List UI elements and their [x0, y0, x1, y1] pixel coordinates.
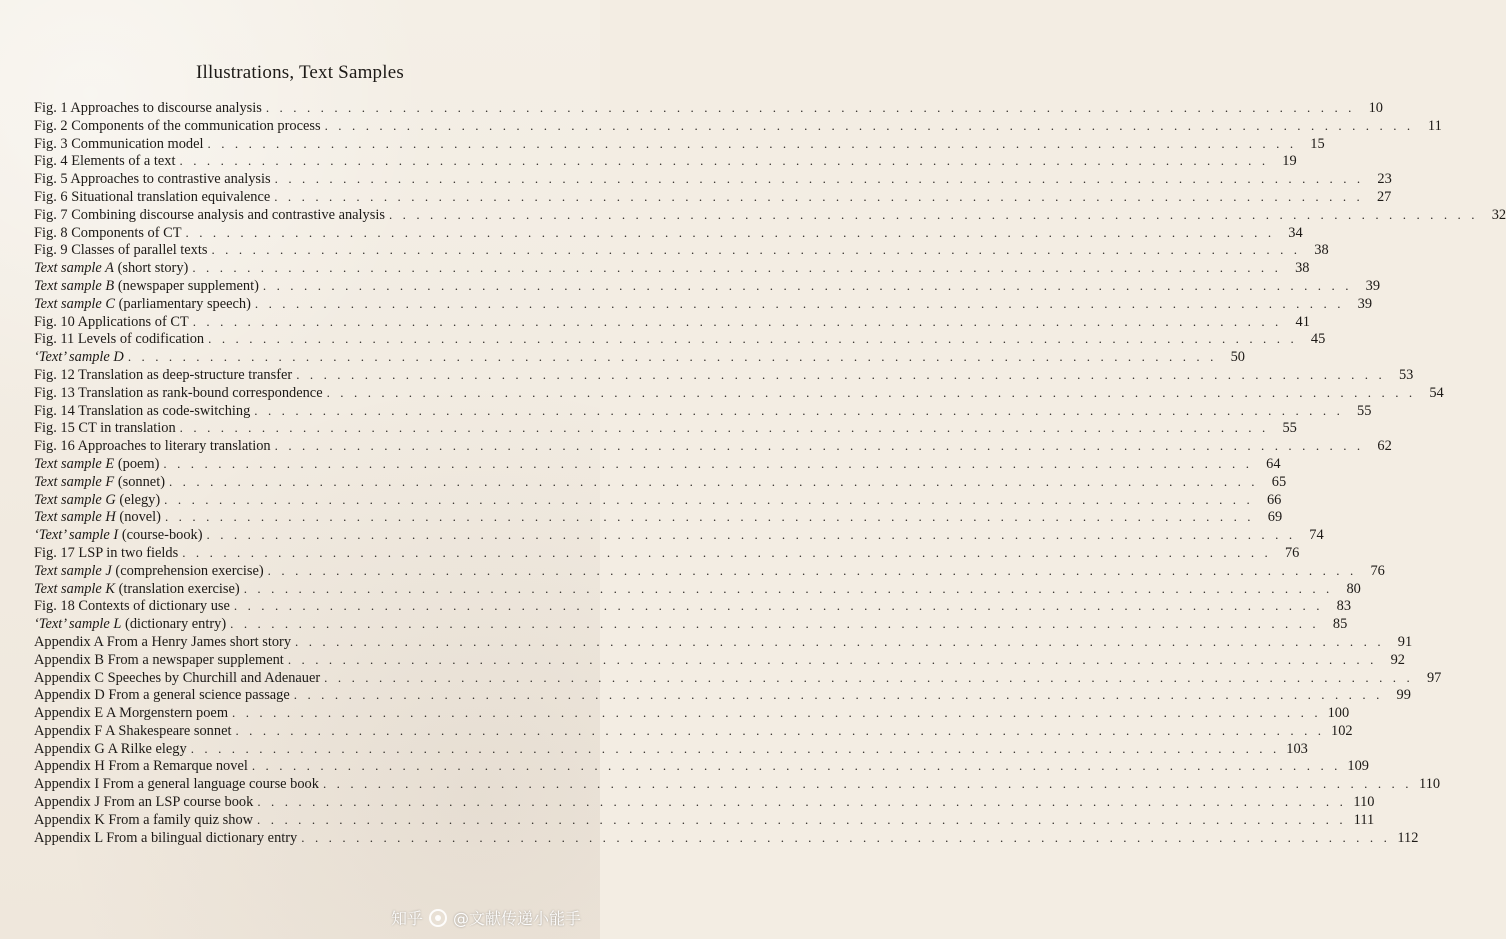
entry-text: Classes of parallel texts — [71, 242, 208, 259]
illustrations-list — [34, 100, 1506, 847]
toc-entry — [34, 242, 1329, 260]
entry-label — [34, 296, 255, 314]
entry-label — [34, 616, 230, 634]
entry-prefix: Appendix E — [34, 705, 104, 722]
entry-text: Levels of codification — [77, 331, 205, 348]
entry-page-number: 62 — [1377, 438, 1392, 455]
entry-prefix: Fig. 6 — [34, 188, 68, 205]
entry-text: Applications of CT — [77, 313, 189, 330]
entry-label — [34, 581, 244, 599]
entry-page-number: 83 — [1336, 598, 1352, 615]
dot-leader: . . . . . . . . . . . . . . . . . . . . . . . . . . . . . . . . . . . . . . . . . . . . . . . . . . . . . . . . . . . . . . . . . . . . . . . . . . . . . . . . — [295, 633, 1385, 649]
toc-entry — [34, 206, 1506, 225]
dot-leader: . . . . . . . . . . . . . . . . . . . . . . . . . . . . . . . . . . . . . . . . . . . . . . . . . . . . . . . . . . . . . . . . . . . . . . . . . . . . . . . . — [324, 669, 1414, 685]
entry-label — [34, 830, 301, 848]
entry-label — [34, 314, 193, 332]
entry-label — [34, 225, 186, 243]
entry-prefix: Fig. 13 — [34, 384, 75, 401]
dot-leader: . . . . . . . . . . . . . . . . . . . . . . . . . . . . . . . . . . . . . . . . . . . . . . . . . . . . . . . . . . . . . . . . . . . . . . . . . . . . . . . . — [257, 794, 1347, 810]
entry-text: From a newspaper supplement — [107, 651, 284, 668]
toc-entry — [34, 438, 1392, 456]
entry-prefix: Fig. 12 — [34, 366, 75, 383]
entry-text: (dictionary entry) — [125, 616, 227, 633]
dot-leader: . . . . . . . . . . . . . . . . . . . . . . . . . . . . . . . . . . . . . . . . . . . . . . . . . . . . . . . . . . . . . . . . . . . . . . . . . . . . . . . . — [179, 153, 1269, 169]
entry-page-number: 19 — [1282, 153, 1297, 170]
entry-page-number: 39 — [1365, 277, 1381, 294]
entry-label — [34, 509, 165, 527]
entry-label — [34, 812, 257, 830]
entry-text: (sonnet) — [117, 473, 165, 490]
toc-entry — [34, 420, 1297, 438]
toc-entry — [34, 171, 1392, 189]
entry-page-number: 66 — [1266, 491, 1282, 508]
entry-prefix: Fig. 10 — [34, 313, 75, 330]
entry-text: From a Remarque novel — [108, 758, 248, 775]
entry-prefix: Text sample J — [34, 562, 112, 579]
entry-prefix: Fig. 17 — [34, 544, 75, 561]
toc-entry — [34, 794, 1375, 812]
entry-prefix: Text sample F — [34, 473, 115, 490]
entry-label — [34, 207, 389, 225]
entry-label — [34, 741, 191, 759]
entry-text: LSP in two fields — [78, 544, 179, 561]
entry-text: (novel) — [119, 509, 161, 526]
entry-label — [34, 492, 164, 510]
entry-prefix: Text sample C — [34, 295, 116, 312]
entry-label — [34, 420, 180, 438]
entry-label — [34, 153, 180, 171]
entry-text: Situational translation equivalence — [71, 188, 271, 205]
entry-text: Translation as rank-bound correspondence — [78, 384, 323, 401]
entry-prefix: Text sample E — [34, 455, 115, 472]
entry-page-number: 55 — [1282, 420, 1297, 437]
entry-prefix: Fig. 3 — [34, 135, 68, 152]
toc-entry — [34, 651, 1405, 670]
entry-label — [34, 670, 324, 688]
entry-prefix: Appendix H — [34, 758, 105, 775]
entry-text: From a general science passage — [108, 687, 290, 704]
toc-entry — [34, 562, 1385, 581]
entry-prefix: Fig. 14 — [34, 402, 75, 419]
entry-page-number: 74 — [1309, 527, 1324, 544]
toc-entry — [34, 829, 1419, 848]
toc-entry — [34, 758, 1369, 776]
entry-page-number: 38 — [1314, 242, 1329, 259]
dot-leader: . . . . . . . . . . . . . . . . . . . . . . . . . . . . . . . . . . . . . . . . . . . . . . . . . . . . . . . . . . . . . . . . . . . . . . . . . . . . . . . . — [251, 758, 1341, 774]
entry-text: From a family quiz show — [108, 811, 254, 828]
entry-text: (poem) — [117, 455, 160, 472]
toc-entry — [34, 384, 1444, 403]
dot-leader: . . . . . . . . . . . . . . . . . . . . . . . . . . . . . . . . . . . . . . . . . . . . . . . . . . . . . . . . . . . . . . . . . . . . . . . . . . . . . . . . — [274, 188, 1364, 204]
entry-text: CT in translation — [78, 420, 176, 437]
toc-entry — [34, 135, 1325, 154]
entry-page-number: 69 — [1267, 509, 1283, 526]
entry-text: A Morgenstern poem — [105, 705, 229, 722]
entry-text: Components of CT — [71, 224, 182, 241]
entry-label — [34, 403, 254, 421]
dot-leader: . . . . . . . . . . . . . . . . . . . . . . . . . . . . . . . . . . . . . . . . . . . . . . . . . . . . . . . . . . . . . . . . . . . . . . . . . . . . . . . . — [254, 402, 1344, 418]
toc-entry — [34, 598, 1352, 616]
entry-page-number: 110 — [1419, 776, 1441, 793]
dot-leader: . . . . . . . . . . . . . . . . . . . . . . . . . . . . . . . . . . . . . . . . . . . . . . . . . . . . . . . . . . . . . . . . . . . . . . . . . . . . . . . . — [243, 580, 1333, 596]
entry-prefix: Appendix J — [34, 794, 100, 811]
entry-prefix: Fig. 7 — [34, 206, 68, 223]
entry-text: (course-book) — [121, 527, 203, 544]
entry-text: From a general language course book — [102, 776, 319, 793]
entry-prefix: Text sample A — [34, 260, 114, 277]
entry-prefix: Appendix D — [34, 687, 105, 704]
entry-prefix: ‘Text’ sample I — [34, 527, 119, 544]
toc-entry — [34, 277, 1381, 296]
dot-leader: . . . . . . . . . . . . . . . . . . . . . . . . . . . . . . . . . . . . . . . . . . . . . . . . . . . . . . . . . . . . . . . . . . . . . . . . . . . . . . . . — [262, 277, 1353, 293]
entry-prefix: Fig. 18 — [34, 598, 75, 615]
entry-label — [34, 278, 263, 296]
dot-leader: . . . . . . . . . . . . . . . . . . . . . . . . . . . . . . . . . . . . . . . . . . . . . . . . . . . . . . . . . . . . . . . . . . . . . . . . . . . . . . . . — [230, 616, 1320, 632]
dot-leader: . . . . . . . . . . . . . . . . . . . . . . . . . . . . . . . . . . . . . . . . . . . . . . . . . . . . . . . . . . . . . . . . . . . . . . . . . . . . . . . . — [182, 544, 1272, 560]
entry-page-number: 85 — [1332, 616, 1348, 633]
dot-leader: . . . . . . . . . . . . . . . . . . . . . . . . . . . . . . . . . . . . . . . . . . . . . . . . . . . . . . . . . . . . . . . . . . . . . . . . . . . . . . . . — [168, 473, 1259, 489]
entry-page-number: 102 — [1331, 722, 1353, 739]
entry-page-number: 92 — [1390, 651, 1405, 668]
entry-page-number: 32 — [1491, 206, 1506, 223]
entry-page-number: 65 — [1271, 473, 1287, 490]
entry-prefix: Fig. 2 — [34, 117, 68, 134]
toc-entry — [34, 527, 1324, 545]
entry-text: (short story) — [117, 260, 189, 277]
entry-text: Elements of a text — [71, 153, 176, 170]
entry-page-number: 23 — [1377, 171, 1392, 188]
entry-label — [34, 705, 232, 723]
entry-label — [34, 242, 211, 260]
entry-prefix: Fig. 16 — [34, 438, 75, 455]
entry-label — [34, 687, 294, 705]
entry-label — [34, 260, 192, 278]
toc-entry — [34, 544, 1300, 563]
entry-label — [34, 794, 257, 812]
toc-entry — [34, 473, 1287, 492]
entry-page-number: 76 — [1370, 562, 1385, 579]
dot-leader: . . . . . . . . . . . . . . . . . . . . . . . . . . . . . . . . . . . . . . . . . . . . . . . . . . . . . . . . . . . . . . . . . . . . . . . . . . . . . . . . — [322, 776, 1413, 792]
entry-label — [34, 598, 234, 616]
entry-page-number: 103 — [1286, 740, 1308, 757]
entry-text: A Rilke elegy — [107, 740, 187, 757]
entry-text: Translation as deep-structure transfer — [78, 366, 293, 383]
watermark — [391, 906, 581, 929]
entry-page-number: 38 — [1295, 260, 1310, 277]
dot-leader: . . . . . . . . . . . . . . . . . . . . . . . . . . . . . . . . . . . . . . . . . . . . . . . . . . . . . . . . . . . . . . . . . . . . . . . . . . . . . . . . — [192, 260, 1282, 276]
entry-page-number: 97 — [1426, 669, 1442, 686]
dot-leader: . . . . . . . . . . . . . . . . . . . . . . . . . . . . . . . . . . . . . . . . . . . . . . . . . . . . . . . . . . . . . . . . . . . . . . . . . . . . . . . . — [163, 455, 1253, 471]
entry-text: (elegy) — [119, 491, 161, 508]
dot-leader: . . . . . . . . . . . . . . . . . . . . . . . . . . . . . . . . . . . . . . . . . . . . . . . . . . . . . . . . . . . . . . . . . . . . . . . . . . . . . . . . — [287, 651, 1377, 667]
dot-leader: . . . . . . . . . . . . . . . . . . . . . . . . . . . . . . . . . . . . . . . . . . . . . . . . . . . . . . . . . . . . . . . . . . . . . . . . . . . . . . . . — [274, 171, 1364, 187]
toc-entry — [34, 509, 1283, 527]
toc-entry — [34, 224, 1303, 243]
dot-leader: . . . . . . . . . . . . . . . . . . . . . . . . . . . . . . . . . . . . . . . . . . . . . . . . . . . . . . . . . . . . . . . . . . . . . . . . . . . . . . . . — [257, 811, 1347, 827]
entry-label — [34, 349, 128, 367]
toc-entry — [34, 402, 1372, 421]
toc-entry — [34, 295, 1373, 314]
toc-entry — [34, 705, 1350, 723]
entry-page-number: 45 — [1310, 331, 1326, 348]
toc-entry — [34, 366, 1414, 385]
dot-leader: . . . . . . . . . . . . . . . . . . . . . . . . . . . . . . . . . . . . . . . . . . . . . . . . . . . . . . . . . . . . . . . . . . . . . . . . . . . . . . . . — [232, 705, 1322, 721]
entry-prefix: Text sample K — [34, 580, 116, 597]
toc-entry — [34, 100, 1383, 118]
dot-leader: . . . . . . . . . . . . . . . . . . . . . . . . . . . . . . . . . . . . . . . . . . . . . . . . . . . . . . . . . . . . . . . . . . . . . . . . . . . . . . . . — [267, 562, 1357, 578]
entry-prefix: Fig. 5 — [34, 171, 68, 188]
toc-entry — [34, 491, 1282, 510]
entry-page-number: 54 — [1429, 384, 1444, 401]
entry-page-number: 50 — [1230, 349, 1245, 366]
entry-prefix: Appendix G — [34, 740, 105, 757]
dot-leader: . . . . . . . . . . . . . . . . . . . . . . . . . . . . . . . . . . . . . . . . . . . . . . . . . . . . . . . . . . . . . . . . . . . . . . . . . . . . . . . . — [190, 740, 1280, 756]
entry-text: From a bilingual dictionary entry — [106, 829, 298, 846]
entry-label — [34, 100, 266, 118]
toc-entry — [34, 722, 1353, 741]
entry-label — [34, 118, 325, 136]
entry-label — [34, 527, 207, 545]
entry-text: Speeches by Churchill and Adenauer — [107, 669, 321, 686]
dot-leader: . . . . . . . . . . . . . . . . . . . . . . . . . . . . . . . . . . . . . . . . . . . . . . . . . . . . . . . . . . . . . . . . . . . . . . . . . . . . . . . . — [235, 722, 1325, 738]
entry-text: Approaches to contrastive analysis — [70, 171, 271, 188]
entry-page-number: 64 — [1266, 455, 1281, 472]
toc-entry — [34, 633, 1413, 652]
entry-label — [34, 776, 323, 794]
entry-page-number: 55 — [1357, 402, 1372, 419]
entry-label — [34, 171, 275, 189]
dot-leader: . . . . . . . . . . . . . . . . . . . . . . . . . . . . . . . . . . . . . . . . . . . . . . . . . . . . . . . . . . . . . . . . . . . . . . . . . . . . . . . . — [127, 349, 1217, 365]
dot-leader: . . . . . . . . . . . . . . . . . . . . . . . . . . . . . . . . . . . . . . . . . . . . . . . . . . . . . . . . . . . . . . . . . . . . . . . . . . . . . . . . — [164, 491, 1254, 507]
entry-prefix: ‘Text’ sample L — [34, 616, 122, 633]
dot-leader: . . . . . . . . . . . . . . . . . . . . . . . . . . . . . . . . . . . . . . . . . . . . . . . . . . . . . . . . . . . . . . . . . . . . . . . . . . . . . . . . — [301, 829, 1391, 845]
entry-text: (parliamentary speech) — [118, 295, 251, 312]
entry-label — [34, 385, 327, 403]
entry-page-number: 34 — [1288, 224, 1303, 241]
entry-text: Combining discourse analysis and contrastive analysis — [71, 206, 385, 223]
dot-leader: . . . . . . . . . . . . . . . . . . . . . . . . . . . . . . . . . . . . . . . . . . . . . . . . . . . . . . . . . . . . . . . . . . . . . . . . . . . . . . . . — [233, 598, 1324, 614]
entry-page-number: 80 — [1346, 580, 1361, 597]
toc-entry — [34, 616, 1348, 634]
toc-entry — [34, 313, 1310, 332]
entry-page-number: 110 — [1353, 794, 1375, 811]
dot-leader: . . . . . . . . . . . . . . . . . . . . . . . . . . . . . . . . . . . . . . . . . . . . . . . . . . . . . . . . . . . . . . . . . . . . . . . . . . . . . . . . — [326, 384, 1416, 400]
entry-prefix: Appendix C — [34, 669, 104, 686]
toc-entry — [34, 153, 1297, 171]
entry-page-number: 112 — [1397, 829, 1419, 846]
entry-page-number: 10 — [1368, 100, 1383, 116]
entry-label — [34, 758, 252, 776]
entry-prefix: Appendix F — [34, 722, 103, 739]
entry-prefix: Appendix K — [34, 811, 105, 828]
entry-prefix: Text sample H — [34, 509, 116, 526]
page-title: Illustrations, Text Samples — [196, 62, 404, 83]
entry-text: From a Henry James short story — [106, 633, 292, 650]
entry-prefix: Fig. 1 — [34, 100, 68, 116]
dot-leader: . . . . . . . . . . . . . . . . . . . . . . . . . . . . . . . . . . . . . . . . . . . . . . . . . . . . . . . . . . . . . . . . . . . . . . . . . . . . . . . . — [324, 117, 1414, 133]
entry-page-number: 109 — [1347, 758, 1369, 775]
entry-prefix: Appendix A — [34, 633, 104, 650]
toc-entry — [34, 260, 1310, 278]
toc-entry — [34, 669, 1442, 688]
toc-entry — [34, 580, 1361, 599]
entry-text: Contexts of dictionary use — [78, 598, 230, 615]
entry-text: Communication model — [71, 135, 204, 152]
entry-prefix: Appendix L — [34, 829, 103, 846]
entry-prefix: Fig. 15 — [34, 420, 75, 437]
entry-label — [34, 723, 235, 741]
entry-text: (newspaper supplement) — [117, 277, 259, 294]
entry-prefix: Fig. 8 — [34, 224, 68, 241]
toc-entry — [34, 188, 1392, 207]
toc-entry — [34, 331, 1326, 349]
watermark-handle: @文献传递小能手 — [452, 909, 581, 928]
dot-leader: . . . . . . . . . . . . . . . . . . . . . . . . . . . . . . . . . . . . . . . . . . . . . . . . . . . . . . . . . . . . . . . . . . . . . . . . . . . . . . . . — [185, 224, 1275, 240]
watermark-divider-icon — [429, 909, 447, 927]
entry-page-number: 111 — [1353, 811, 1375, 828]
entry-text: (translation exercise) — [118, 580, 240, 597]
entry-page-number: 41 — [1295, 313, 1310, 330]
entry-text: (comprehension exercise) — [115, 562, 264, 579]
dot-leader: . . . . . . . . . . . . . . . . . . . . . . . . . . . . . . . . . . . . . . . . . . . . . . . . . . . . . . . . . . . . . . . . . . . . . . . . . . . . . . . . — [274, 438, 1364, 454]
dot-leader: . . . . . . . . . . . . . . . . . . . . . . . . . . . . . . . . . . . . . . . . . . . . . . . . . . . . . . . . . . . . . . . . . . . . . . . . . . . . . . . . — [179, 420, 1269, 436]
entry-text: Approaches to discourse analysis — [70, 100, 262, 116]
toc-entry — [34, 740, 1308, 759]
toc-entry — [34, 776, 1441, 794]
entry-label — [34, 438, 275, 456]
entry-label — [34, 563, 268, 581]
entry-label — [34, 136, 208, 154]
entry-label — [34, 189, 274, 207]
entry-prefix: Appendix I — [34, 776, 100, 793]
dot-leader: . . . . . . . . . . . . . . . . . . . . . . . . . . . . . . . . . . . . . . . . . . . . . . . . . . . . . . . . . . . . . . . . . . . . . . . . . . . . . . . . — [164, 509, 1255, 525]
toc-entry — [34, 811, 1375, 830]
entry-prefix: Fig. 9 — [34, 242, 68, 259]
entry-label — [34, 634, 295, 652]
entry-page-number: 91 — [1397, 633, 1413, 650]
entry-text: A Shakespeare sonnet — [105, 722, 232, 739]
entry-label — [34, 456, 163, 474]
dot-leader: . . . . . . . . . . . . . . . . . . . . . . . . . . . . . . . . . . . . . . . . . . . . . . . . . . . . . . . . . . . . . . . . . . . . . . . . . . . . . . . . — [293, 687, 1383, 703]
entry-prefix: Text sample B — [34, 277, 115, 294]
entry-page-number: 11 — [1427, 117, 1442, 134]
entry-prefix: Appendix B — [34, 651, 104, 668]
dot-leader: . . . . . . . . . . . . . . . . . . . . . . . . . . . . . . . . . . . . . . . . . . . . . . . . . . . . . . . . . . . . . . . . . . . . . . . . . . . . . . . . — [254, 295, 1345, 311]
dot-leader: . . . . . . . . . . . . . . . . . . . . . . . . . . . . . . . . . . . . . . . . . . . . . . . . . . . . . . . . . . . . . . . . . . . . . . . . . . . . . . . . — [192, 313, 1282, 329]
entry-label — [34, 367, 296, 385]
watermark-platform: 知乎 — [390, 909, 423, 928]
entry-label — [34, 652, 288, 670]
dot-leader: . . . . . . . . . . . . . . . . . . . . . . . . . . . . . . . . . . . . . . . . . . . . . . . . . . . . . . . . . . . . . . . . . . . . . . . . . . . . . . . . — [207, 135, 1297, 151]
dot-leader: . . . . . . . . . . . . . . . . . . . . . . . . . . . . . . . . . . . . . . . . . . . . . . . . . . . . . . . . . . . . . . . . . . . . . . . . . . . . . . . . — [208, 331, 1298, 347]
entry-text: Components of the communication process — [71, 117, 321, 134]
entry-prefix: Text sample G — [34, 491, 116, 508]
entry-label — [34, 474, 169, 492]
entry-page-number: 27 — [1376, 188, 1392, 205]
entry-page-number: 99 — [1396, 687, 1411, 704]
dot-leader: . . . . . . . . . . . . . . . . . . . . . . . . . . . . . . . . . . . . . . . . . . . . . . . . . . . . . . . . . . . . . . . . . . . . . . . . . . . . . . . . — [265, 100, 1355, 115]
entry-text: From an LSP course book — [103, 794, 254, 811]
entry-prefix: Fig. 11 — [34, 331, 75, 348]
entry-page-number: 39 — [1357, 295, 1373, 312]
dot-leader: . . . . . . . . . . . . . . . . . . . . . . . . . . . . . . . . . . . . . . . . . . . . . . . . . . . . . . . . . . . . . . . . . . . . . . . . . . . . . . . . — [388, 206, 1479, 222]
entry-prefix: Fig. 4 — [34, 153, 68, 170]
entry-text: Approaches to literary translation — [77, 438, 271, 455]
dot-leader: . . . . . . . . . . . . . . . . . . . . . . . . . . . . . . . . . . . . . . . . . . . . . . . . . . . . . . . . . . . . . . . . . . . . . . . . . . . . . . . . — [206, 527, 1296, 543]
dot-leader: . . . . . . . . . . . . . . . . . . . . . . . . . . . . . . . . . . . . . . . . . . . . . . . . . . . . . . . . . . . . . . . . . . . . . . . . . . . . . . . . — [296, 366, 1386, 382]
entry-text: Translation as code-switching — [78, 402, 251, 419]
entry-page-number: 53 — [1398, 366, 1414, 383]
entry-page-number: 100 — [1327, 705, 1350, 722]
toc-entry — [34, 349, 1245, 367]
toc-entry — [34, 687, 1411, 705]
entry-page-number: 76 — [1284, 544, 1300, 561]
entry-label — [34, 331, 208, 349]
dot-leader: . . . . . . . . . . . . . . . . . . . . . . . . . . . . . . . . . . . . . . . . . . . . . . . . . . . . . . . . . . . . . . . . . . . . . . . . . . . . . . . . — [211, 242, 1301, 258]
entry-label — [34, 545, 182, 563]
toc-entry — [34, 455, 1281, 474]
entry-page-number: 15 — [1310, 135, 1325, 152]
toc-entry — [34, 117, 1442, 136]
entry-prefix: ‘Text’ sample D — [34, 349, 124, 366]
